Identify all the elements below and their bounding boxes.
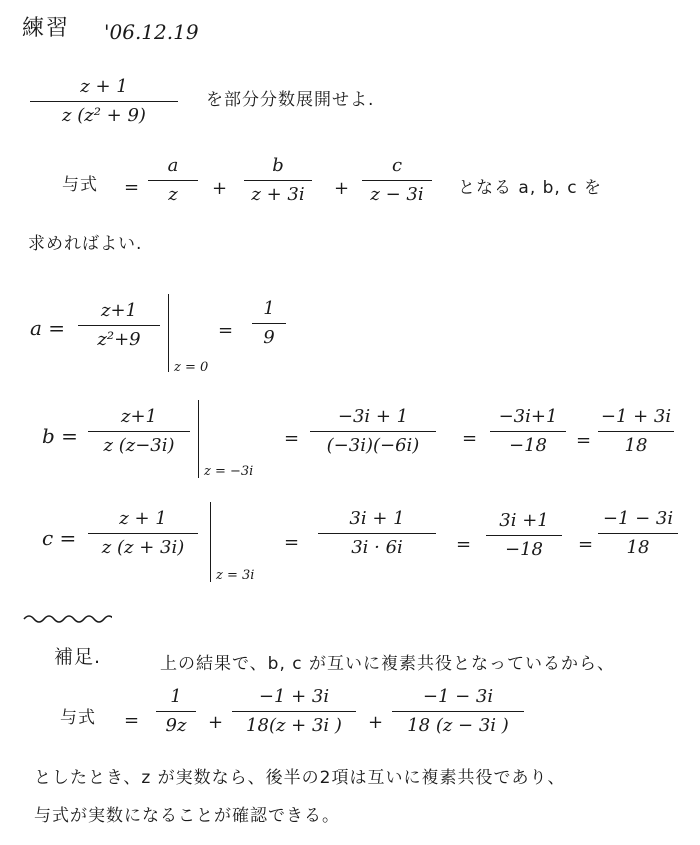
- b-step2: [490, 406, 566, 457]
- problem-denominator: z (z² + 9): [62, 105, 146, 126]
- a-fraction: [78, 300, 160, 351]
- b-step3-denominator: 18: [624, 435, 648, 456]
- fraction-bar: [88, 533, 198, 534]
- supplement-term2: [232, 686, 356, 737]
- c-numerator: z + 1: [119, 508, 167, 529]
- c-equals-2: =: [456, 534, 472, 555]
- c-equals-1: =: [284, 532, 300, 553]
- fraction-bar: [310, 431, 436, 432]
- evaluation-bar: [168, 294, 169, 372]
- c-condition: z = 3i: [216, 568, 255, 583]
- b-step2-numerator: −3i+1: [498, 406, 558, 427]
- supplement-term1: [156, 686, 196, 737]
- a-condition: z = 0: [174, 360, 209, 375]
- decomp-term-a: [148, 155, 198, 206]
- fraction-bar: [392, 711, 524, 712]
- decomp-equals: =: [124, 177, 140, 198]
- date: '06.12.19: [104, 20, 199, 44]
- b-fraction: [88, 406, 190, 457]
- supplement-text3: 与式が実数になることが確認できる。: [34, 806, 340, 826]
- c-label: c =: [42, 526, 77, 550]
- b-step3-numerator: −1 + 3i: [600, 406, 672, 427]
- c-denominator: z (z + 3i): [101, 537, 185, 558]
- fraction-bar: [486, 535, 562, 536]
- a-result-numerator: 1: [263, 298, 275, 319]
- a-result: [252, 298, 286, 349]
- fraction-bar: [88, 431, 190, 432]
- b-step1-numerator: −3i + 1: [337, 406, 409, 427]
- c-fraction: [88, 508, 198, 559]
- b-step2-denominator: −18: [509, 435, 547, 456]
- b-equals-2: =: [462, 428, 478, 449]
- supplement-term3-denominator: 18 (z − 3i ): [407, 715, 509, 736]
- c-step1-denominator: 3i · 6i: [351, 537, 403, 558]
- b-denominator: z (z−3i): [103, 435, 175, 456]
- c-step2: [486, 510, 562, 561]
- decomp-suffix: となる a, b, c を: [458, 178, 602, 198]
- supplement-lhs: 与式: [60, 708, 96, 728]
- decomp-plus-2: +: [334, 178, 350, 199]
- b-numerator: z+1: [120, 406, 158, 427]
- supplement-term1-numerator: 1: [170, 686, 182, 707]
- term-c-numerator: c: [391, 155, 403, 176]
- term-a-numerator: a: [167, 155, 179, 176]
- c-step2-denominator: −18: [505, 539, 543, 560]
- fraction-bar: [490, 431, 566, 432]
- a-result-denominator: 9: [263, 327, 275, 348]
- b-equals-1: =: [284, 428, 300, 449]
- evaluation-bar: [198, 400, 199, 478]
- decomp-plus-1: +: [212, 178, 228, 199]
- problem-numerator: z + 1: [80, 76, 128, 97]
- c-step1: [318, 508, 436, 559]
- term-c-denominator: z − 3i: [370, 184, 424, 205]
- decomp-term-b: [244, 155, 312, 206]
- fraction-bar: [598, 533, 678, 534]
- supplement-term2-denominator: 18(z + 3i ): [246, 715, 342, 736]
- c-step3-denominator: 18: [626, 537, 650, 558]
- fraction-bar: [232, 711, 356, 712]
- term-b-denominator: z + 3i: [251, 184, 305, 205]
- supplement-equals: =: [124, 710, 140, 731]
- supplement-text1: 上の結果で、b, c が互いに複素共役となっているから、: [160, 654, 616, 674]
- supplement-text2: としたとき、z が実数なら、後半の2項は互いに複素共役であり、: [34, 768, 566, 788]
- supplement-term2-numerator: −1 + 3i: [258, 686, 330, 707]
- term-a-denominator: z: [168, 184, 178, 205]
- decomp-lhs: 与式: [62, 175, 98, 195]
- wavy-separator: [22, 612, 112, 626]
- a-denominator: z²+9: [97, 329, 141, 350]
- fraction-bar: [362, 180, 432, 181]
- supplement-plus-2: +: [368, 712, 384, 733]
- problem-instruction: を部分分数展開せよ.: [206, 90, 375, 110]
- decomp-line2: 求めればよい.: [28, 234, 143, 254]
- a-equals: =: [218, 320, 234, 341]
- b-equals-3: =: [576, 430, 592, 451]
- evaluation-bar: [210, 502, 211, 582]
- c-equals-3: =: [578, 534, 594, 555]
- c-step3-numerator: −1 − 3i: [602, 508, 674, 529]
- fraction-bar: [148, 180, 198, 181]
- supplement-term3: [392, 686, 524, 737]
- c-step1-numerator: 3i + 1: [349, 508, 405, 529]
- fraction-bar: [78, 325, 160, 326]
- a-numerator: z+1: [100, 300, 138, 321]
- exercise-title: 練習: [22, 16, 71, 41]
- supplement-plus-1: +: [208, 712, 224, 733]
- fraction-bar: [30, 101, 178, 102]
- fraction-bar: [244, 180, 312, 181]
- supplement-term3-numerator: −1 − 3i: [422, 686, 494, 707]
- b-condition: z = −3i: [204, 464, 254, 479]
- problem-fraction: [30, 76, 178, 127]
- b-label: b =: [42, 424, 78, 448]
- decomp-term-c: [362, 155, 432, 206]
- b-step1-denominator: (−3i)(−6i): [326, 435, 420, 456]
- fraction-bar: [598, 431, 674, 432]
- fraction-bar: [252, 323, 286, 324]
- b-step3: [598, 406, 674, 457]
- c-step3: [598, 508, 678, 559]
- b-step1: [310, 406, 436, 457]
- fraction-bar: [156, 711, 196, 712]
- term-b-numerator: b: [272, 155, 284, 176]
- c-step2-numerator: 3i +1: [499, 510, 549, 531]
- supplement-heading: 補足.: [54, 646, 102, 668]
- a-label: a =: [30, 316, 66, 340]
- supplement-term1-denominator: 9z: [165, 715, 187, 736]
- fraction-bar: [318, 533, 436, 534]
